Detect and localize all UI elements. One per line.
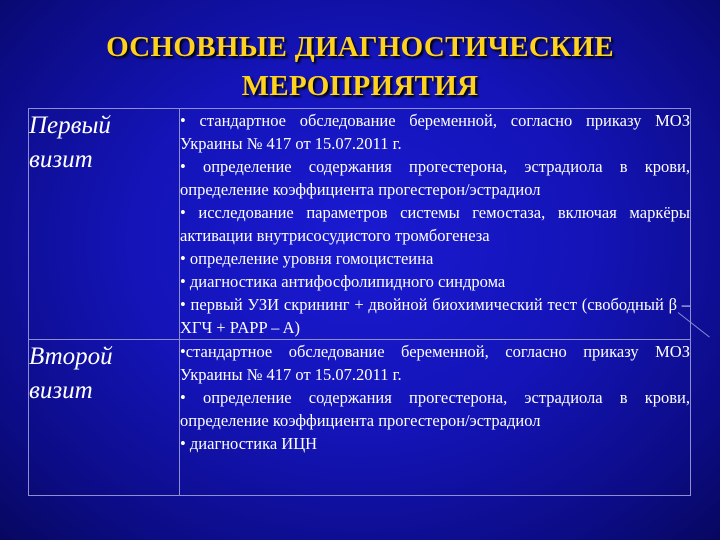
visit-label-word: Второй [29,343,113,370]
list-item: • определение содержания прогестерона, эстрадиола в крови, определение коэффициента прогестерон/эстрадиол [180,388,690,430]
list-item: • диагностика антифосфолипидного синдрома [180,272,506,291]
measures-cell [180,109,691,340]
table-row-first-visit [29,109,691,340]
list-item: • диагностика ИЦН [180,434,318,453]
slide-title-line-1: ОСНОВНЫЕ ДИАГНОСТИЧЕСКИЕ [106,31,614,63]
list-item: • исследование параметров системы гемостаза, включая маркёры активации внутрисосудистого тромбогенеза [180,203,690,245]
slide-title [40,28,680,106]
visit-label-word: визит [29,146,93,173]
measures-cell [180,340,691,496]
visit-label-word: визит [29,377,93,404]
slide-title-line-2: МЕРОПРИЯТИЯ [241,70,479,102]
list-item: • определение содержания прогестерона, эстрадиола в крови, определение коэффициента прогестерон/эстрадиол [180,157,690,199]
list-item: • стандартное обследование беременной, согласно приказу МОЗ Украины № 417 от 15.07.2011 г. [180,111,690,153]
list-item: • определение уровня гомоцистеина [180,249,434,268]
list-item: •стандартное обследование беременной, согласно приказу МОЗ Украины № 417 от 15.07.2011 г. [180,342,690,384]
visit-cell [29,109,180,340]
diagnostic-table [28,108,691,496]
visit-cell [29,340,180,496]
visit-label-word: Первый [29,112,111,139]
table-row-second-visit [29,340,691,496]
list-item: • первый УЗИ скрининг + двойной биохимический тест (свободный β – ХГЧ + PAPP – A) [180,295,690,337]
